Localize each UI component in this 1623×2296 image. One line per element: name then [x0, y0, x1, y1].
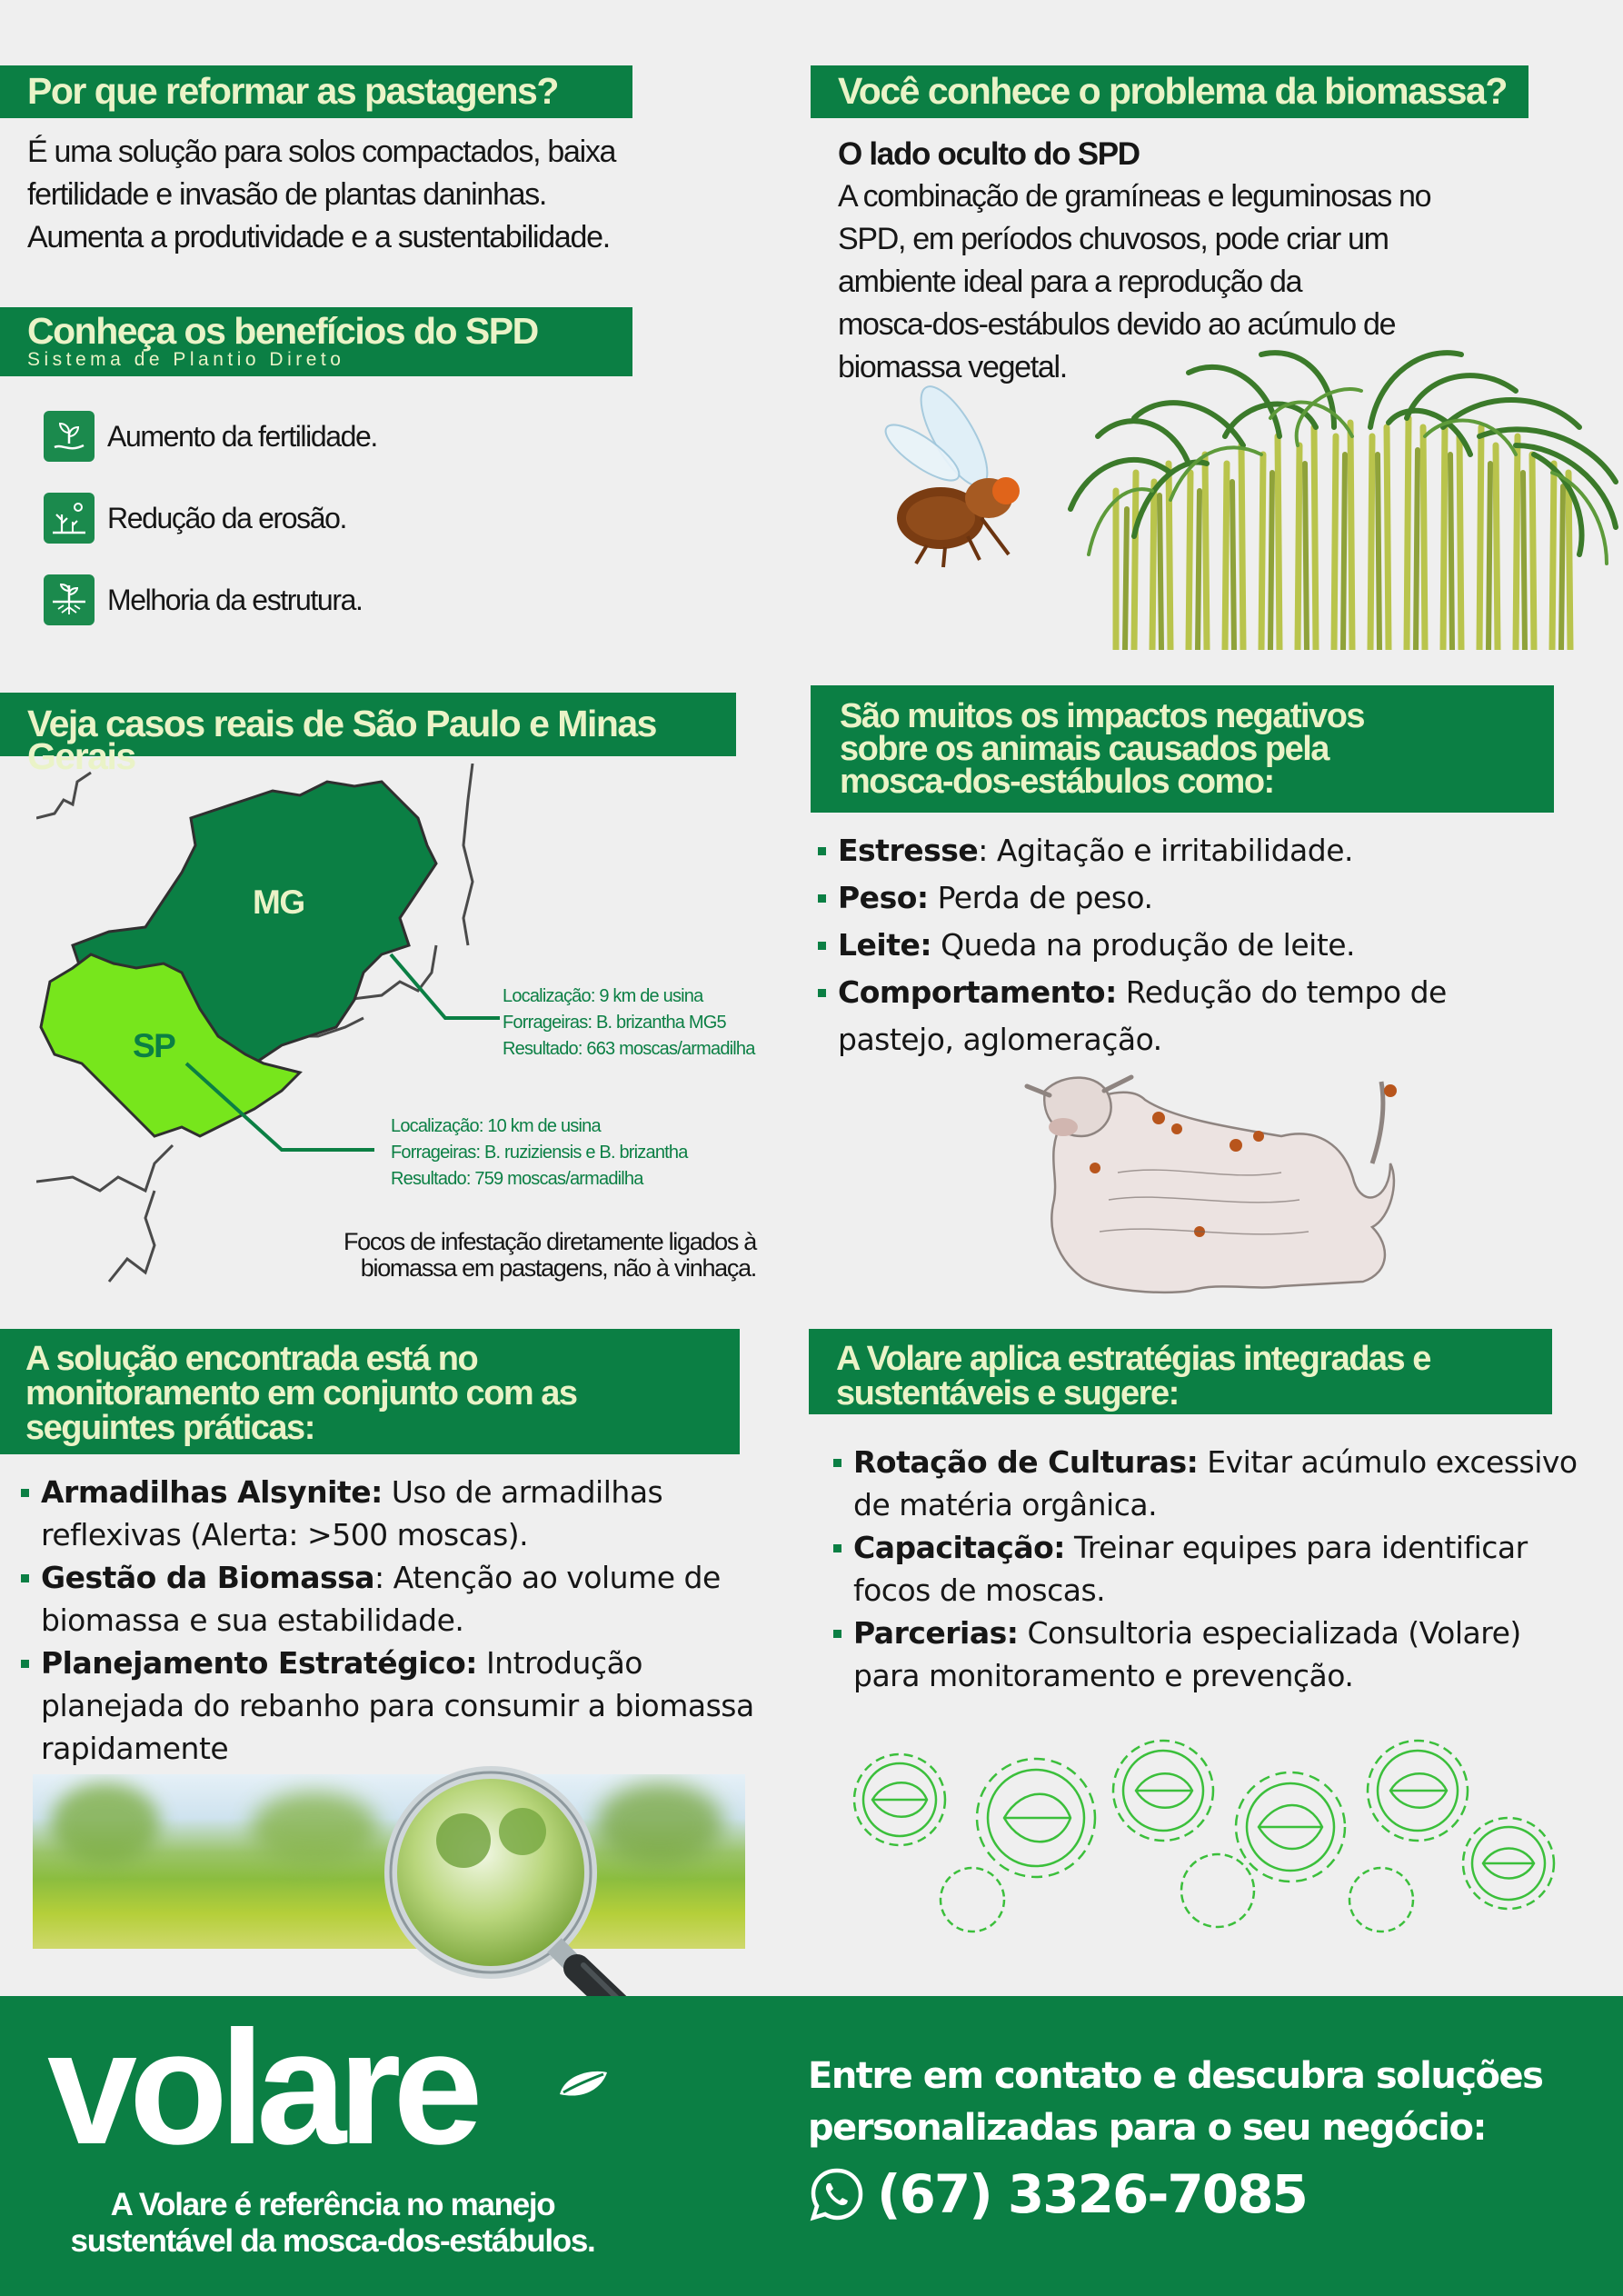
phone-number[interactable]: (67) 3326-7085 [877, 2163, 1307, 2225]
cases-note [218, 1229, 756, 1282]
benefit-label: Melhoria da estrutura. [107, 583, 363, 616]
cases-header [0, 693, 736, 777]
impacts-title-line: mosca-dos-estábulos como: [840, 763, 1274, 801]
footer [0, 1996, 1623, 2296]
case-mg-location: Localização: 9 km de usina [503, 986, 703, 1006]
case-mg-forage: Forrageiras: B. brizantha MG5 [503, 1013, 726, 1033]
impact-item: Peso: Perda de peso. [838, 874, 1510, 922]
solution-title-line: monitoramento em conjunto com as [25, 1374, 577, 1413]
solution-header [0, 1329, 740, 1454]
biomass-line: A combinação de gramíneas e leguminosas no [838, 179, 1431, 214]
why-reform-line: É uma solução para solos compactados, baixa [27, 135, 616, 169]
brand-tagline [33, 2187, 632, 2260]
spd-header [0, 307, 632, 376]
cow-illustration [1009, 1063, 1418, 1300]
biomass-line: ambiente ideal para a reprodução da [838, 265, 1302, 299]
cases-title: Veja casos reais de São Paulo e Minas Gerais [27, 703, 656, 777]
strategies-list [853, 1441, 1580, 1697]
biomass-header [811, 65, 1528, 118]
why-reform-line: Aumenta a produtividade e a sustentabilidade. [27, 220, 610, 255]
case-mg-result: Resultado: 663 moscas/armadilha [503, 1039, 755, 1059]
case-mg-details [503, 983, 755, 1063]
biomass-line: mosca-dos-estábulos devido ao acúmulo de [838, 307, 1396, 342]
impacts-title-line: São muitos os impactos negativos [840, 697, 1365, 735]
solution-title-line: A solução encontrada está no [25, 1340, 478, 1378]
why-reform-line: fertilidade e invasão de plantas daninhas. [27, 177, 547, 212]
impact-item: Estresse: Agitação e irritabilidade. [838, 827, 1510, 874]
impacts-list [838, 827, 1510, 1063]
strategies-title-line: sustentáveis e sugere: [836, 1374, 1179, 1413]
biomass-line: biomassa vegetal. [838, 350, 1067, 384]
biomass-line: SPD, em períodos chuvosos, pode criar um [838, 222, 1389, 256]
case-sp-forage: Forrageiras: B. ruziziensis e B. brizantha [391, 1143, 688, 1163]
benefit-fertility [44, 411, 377, 462]
case-sp-details [391, 1113, 688, 1193]
biomass-subtitle: O lado oculto do SPD [838, 136, 1140, 172]
case-sp-result: Resultado: 759 moscas/armadilha [391, 1169, 643, 1189]
solution-item: Planejamento Estratégico: Introdução planejada do rebanho para consumir a biomassa rapidamente [41, 1642, 768, 1770]
biomass-title: Você conhece o problema da biomassa? [838, 70, 1507, 112]
fly-illustration [872, 382, 1063, 573]
benefit-label: Aumento da fertilidade. [107, 419, 377, 453]
solution-list [41, 1471, 768, 1770]
case-sp-location: Localização: 10 km de usina [391, 1116, 601, 1136]
brand-logo: volare [47, 1997, 475, 2178]
strategy-item: Capacitação: Treinar equipes para identificar focos de moscas. [853, 1526, 1580, 1612]
strategies-header [809, 1329, 1552, 1414]
solution-title-line: seguintes práticas: [25, 1409, 314, 1447]
impacts-header [811, 685, 1554, 813]
benefit-erosion [44, 493, 346, 544]
brand-tagline-line: sustentável da mosca-dos-estábulos. [70, 2223, 595, 2259]
why-reform-text [27, 131, 615, 259]
cases-note-line: Focos de infestação diretamente ligados à [343, 1228, 756, 1255]
strategy-item: Rotação de Culturas: Evitar acúmulo excessivo de matéria orgânica. [853, 1441, 1580, 1526]
strategies-title-line: A Volare aplica estratégias integradas e [836, 1340, 1430, 1378]
whatsapp-icon [808, 2165, 866, 2223]
benefit-label: Redução da erosão. [107, 501, 347, 534]
solution-item: Armadilhas Alsynite: Uso de armadilhas reflexivas (Alerta: >500 moscas). [41, 1471, 768, 1556]
strategy-item: Parcerias: Consultoria especializada (Volare) para monitoramento e prevenção. [853, 1612, 1580, 1697]
why-reform-header [0, 65, 632, 118]
root-plant-icon [44, 574, 95, 625]
seedling-hand-icon [44, 411, 95, 462]
impact-item: Leite: Queda na produção de leite. [838, 922, 1510, 969]
impact-item: Comportamento: Redução do tempo de pastejo, aglomeração. [838, 969, 1510, 1063]
gears-leaves-decoration [836, 1727, 1563, 1936]
spd-subtitle: Sistema de Plantio Direto [27, 349, 345, 370]
cases-note-line: biomassa em pastagens, não à vinhaça. [360, 1254, 756, 1282]
grass-illustration [1061, 336, 1623, 650]
impacts-title-line: sobre os animais causados pela [840, 730, 1329, 768]
sp-label: SP [133, 1027, 175, 1064]
why-reform-title: Por que reformar as pastagens? [27, 70, 558, 112]
spd-title: Conheça os benefícios do SPD [27, 310, 538, 352]
cta-text [808, 2051, 1542, 2154]
benefit-structure [44, 574, 362, 625]
phone-contact[interactable] [808, 2163, 1307, 2225]
sun-plant-icon [44, 493, 95, 544]
cta-line: personalizadas para o seu negócio: [808, 2107, 1486, 2149]
mg-label: MG [253, 883, 304, 921]
solution-item: Gestão da Biomassa: Atenção ao volume de biomassa e sua estabilidade. [41, 1556, 768, 1642]
brand-tagline-line: A Volare é referência no manejo [110, 2187, 555, 2222]
cta-line: Entre em contato e descubra soluções [808, 2055, 1543, 2097]
leaf-logo-icon [556, 2067, 611, 2103]
